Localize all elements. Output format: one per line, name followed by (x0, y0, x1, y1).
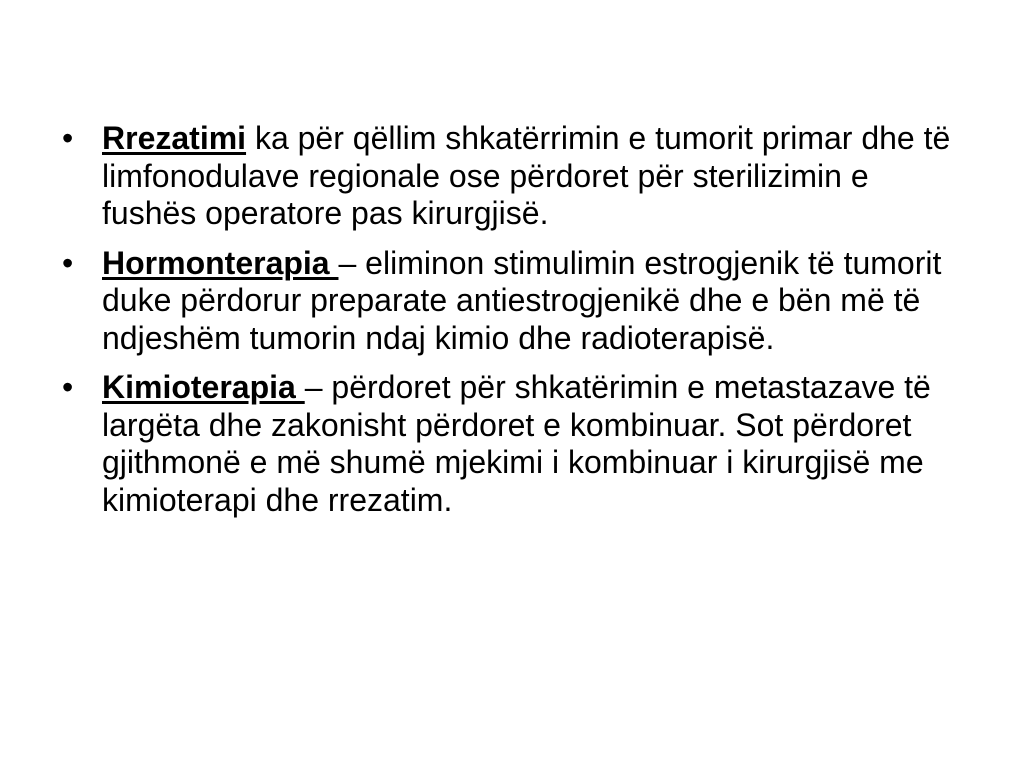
bullet-icon: • (62, 120, 74, 156)
bullet-list (62, 120, 962, 531)
bullet-icon: • (62, 244, 74, 281)
text-kimioterapia: – përdoret për shkatërimin e metastazave të largëta dhe zakonisht përdoret e kombinuar. Sot përdoret gjithmonë e më shumë mjekimi i kombinuar i kirurgjisë me kimioterapi dhe rrezatim. (102, 369, 931, 518)
bullet-item-rrezatimi (62, 120, 962, 233)
text-rrezatimi: ka për qëllim shkatërrimin e tumorit primar dhe të limfonodulave regionale ose përdoret për sterilizimin e fushës operatore pas kirurgjisë. (102, 120, 951, 231)
text-hormonterapia: – eliminon stimulimin estrogjenik të tumorit duke përdorur preparate antiestrogjenikë dhe e bën më të ndjeshëm tumorin ndaj kimio dhe radioterapisë. (102, 244, 942, 356)
bullet-item-kimioterapia (62, 369, 962, 519)
bullet-icon: • (62, 369, 74, 405)
term-rrezatimi: Rrezatimi (102, 120, 247, 156)
term-kimioterapia: Kimioterapia (102, 369, 305, 405)
term-hormonterapia: Hormonterapia (102, 244, 339, 281)
bullet-item-hormonterapia (62, 245, 962, 358)
